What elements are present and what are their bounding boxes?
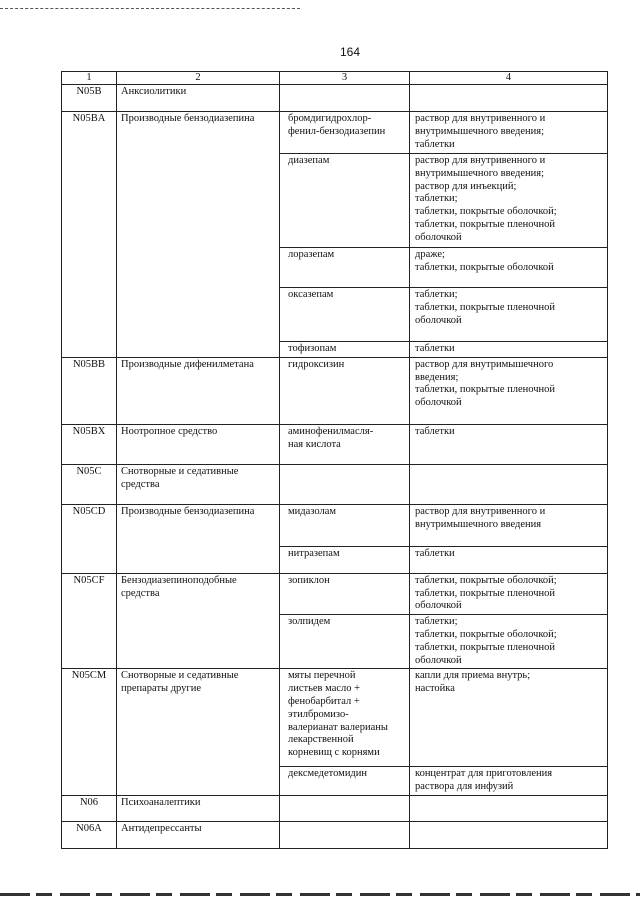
atc-code: N05CD [62, 504, 117, 573]
table-row [62, 464, 608, 504]
drug-name: оксазепам [280, 288, 410, 342]
atc-code: N05CM [62, 669, 117, 796]
drug-name: бромдигидрохлор- фенил-бензодиазепин [280, 112, 410, 154]
table-row [62, 573, 608, 614]
drug-name [280, 821, 410, 848]
group-name: Психоаналептики [117, 795, 280, 821]
table-row [62, 424, 608, 464]
header-row [62, 72, 608, 85]
dosage-form: драже; таблетки, покрытые оболочкой [410, 248, 608, 288]
dosage-form: таблетки; таблетки, покрытые пленочной оболочкой [410, 288, 608, 342]
dosage-form: раствор для внутривенного и внутримышечного введения [410, 504, 608, 546]
table-row [62, 112, 608, 154]
table-row [62, 669, 608, 767]
table-row [62, 504, 608, 546]
drug-name [280, 464, 410, 504]
drug-name [280, 795, 410, 821]
page-number: 164 [339, 45, 361, 59]
dosage-form: раствор для внутримышечного введения; таблетки, покрытые пленочной оболочкой [410, 357, 608, 424]
dosage-form [410, 821, 608, 848]
atc-code: N06 [62, 795, 117, 821]
atc-code: N05B [62, 85, 117, 112]
dosage-form: таблетки [410, 546, 608, 573]
dosage-form [410, 464, 608, 504]
drug-name [280, 85, 410, 112]
drug-name: аминофенилмасля- ная кислота [280, 424, 410, 464]
drug-name: диазепам [280, 154, 410, 248]
drug-name: лоразепам [280, 248, 410, 288]
atc-code: N05CF [62, 573, 117, 669]
atc-code: N06A [62, 821, 117, 848]
drug-table [61, 71, 608, 849]
table-row [62, 795, 608, 821]
dosage-form [410, 85, 608, 112]
column-header-3: 3 [280, 72, 410, 85]
dosage-form: таблетки [410, 342, 608, 358]
group-name: Анксиолитики [117, 85, 280, 112]
top-scan-line [0, 8, 300, 9]
drug-name: тофизопам [280, 342, 410, 358]
drug-name: зопиклон [280, 573, 410, 614]
drug-name: мяты перечной листьев масло + фенобарбитал + этилбромизо- валерианат валерианы лекарственной корневищ с корнями [280, 669, 410, 767]
atc-code: N05C [62, 464, 117, 504]
atc-code: N05BB [62, 357, 117, 424]
dosage-form: таблетки, покрытые оболочкой; таблетки, покрытые пленочной оболочкой [410, 573, 608, 614]
column-header-2: 2 [117, 72, 280, 85]
group-name: Производные бензодиазепина [117, 112, 280, 358]
dosage-form [410, 795, 608, 821]
group-name: Производные бензодиазепина [117, 504, 280, 573]
drug-name: мидазолам [280, 504, 410, 546]
column-header-1: 1 [62, 72, 117, 85]
column-header-4: 4 [410, 72, 608, 85]
dosage-form: концентрат для приготовления раствора для инфузий [410, 767, 608, 796]
group-name: Антидепрессанты [117, 821, 280, 848]
group-name: Снотворные и седативные средства [117, 464, 280, 504]
dosage-form: капли для приема внутрь; настойка [410, 669, 608, 767]
group-name: Бензодиазепиноподобные средства [117, 573, 280, 669]
bottom-scan-line [0, 893, 640, 896]
drug-name: дексмедетомидин [280, 767, 410, 796]
table-row [62, 85, 608, 112]
dosage-form: раствор для внутривенного и внутримышечного введения; таблетки [410, 112, 608, 154]
atc-code: N05BA [62, 112, 117, 358]
drug-name: золпидем [280, 615, 410, 669]
drug-name: нитразепам [280, 546, 410, 573]
dosage-form: раствор для внутривенного и внутримышечного введения; раствор для инъекций; таблетки; таблетки, покрытые оболочкой; таблетки, покрытые пленочной оболочкой [410, 154, 608, 248]
group-name: Производные дифенилметана [117, 357, 280, 424]
table-row [62, 357, 608, 424]
atc-code: N05BX [62, 424, 117, 464]
table-row [62, 821, 608, 848]
dosage-form: таблетки [410, 424, 608, 464]
group-name: Снотворные и седативные препараты другие [117, 669, 280, 796]
group-name: Ноотропное средство [117, 424, 280, 464]
dosage-form: таблетки; таблетки, покрытые оболочкой; таблетки, покрытые пленочной оболочкой [410, 615, 608, 669]
drug-name: гидроксизин [280, 357, 410, 424]
